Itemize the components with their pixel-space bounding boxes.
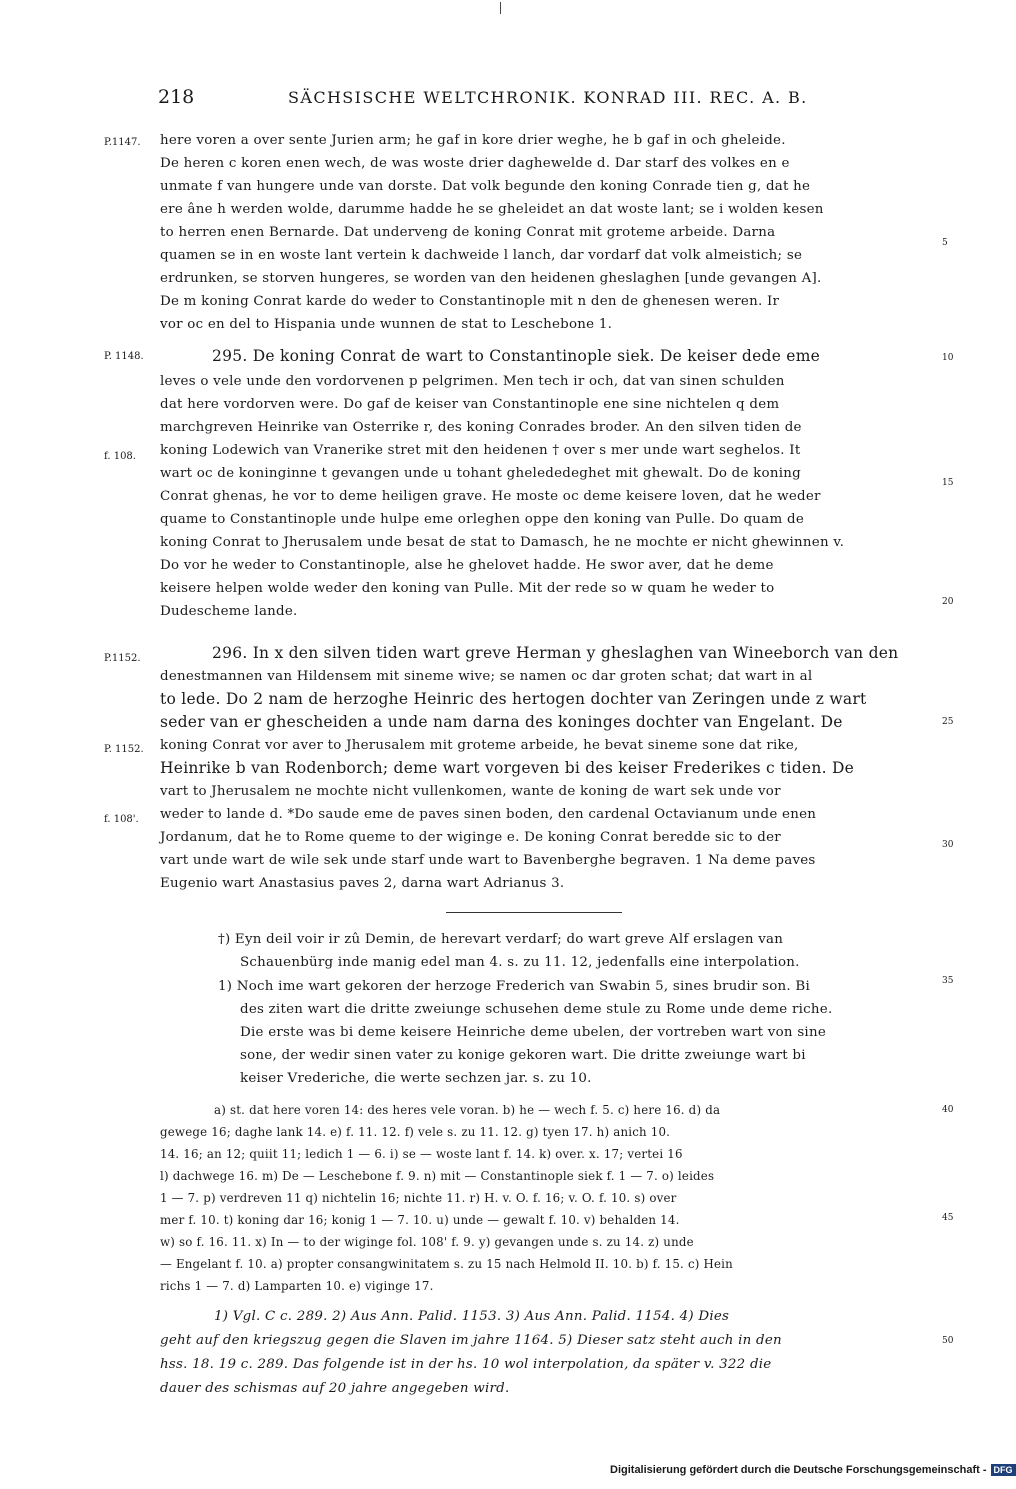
variant-line: l) dachwege 16. m) De — Leschebone f. 9. n) mit — Constantinople siek f. 1 — 7. o) leides [160,1169,715,1183]
text-line: Heinrike b van Rodenborch; deme wart vorgeven bi des keiser Frederikes c tiden. De [160,759,855,777]
text-line: vart unde wart de wile sek unde starf unde wart to Bavenberghe begraven. 1 Na deme paves [160,853,816,868]
page-header [158,86,938,114]
text-line: De heren c koren enen wech, de was woste drier daghewelde d. Dar starf des volkes en e [160,156,790,171]
note-line: des ziten wart die dritte zweiunge schusehen deme stule zu Rome unde deme riche. [240,1002,833,1017]
line-number: 45 [942,1213,954,1223]
text-line: marchgreven Heinrike van Osterrike r, des koning Conrades broder. An den silven tiden de [160,420,802,435]
line-number: 35 [942,976,954,986]
footnote-line: hss. 18. 19 c. 289. Das folgende ist in der hs. 10 wol interpolation, da später v. 322 die [160,1357,772,1372]
top-edge-mark [500,2,501,14]
margin-ref: f. 108. [104,451,136,462]
text-line: erdrunken, se storven hungeres, se worden van den heidenen gheslaghen [unde gevangen A]. [160,271,822,286]
variant-line: a) st. dat here voren 14: des heres vele voran. b) he — wech f. 5. c) here 16. d) da [214,1103,721,1117]
text-line: Jordanum, dat he to Rome queme to der wiginge e. De koning Conrat beredde sic to der [160,830,781,845]
text-line: quamen se in en woste lant vertein k dachweide l lanch, dar vordarf dat volk almeistich; se [160,248,803,263]
text-line: seder van er ghescheiden a unde nam darna des koninges dochter van Engelant. De [160,713,843,731]
text-line: to lede. Do 2 nam de herzoghe Heinric des hertogen dochter van Zeringen unde z wart [160,690,867,708]
text-line: Conrat ghenas, he vor to deme heiligen grave. He moste oc deme keisere loven, dat he weder [160,489,821,504]
text-line: koning Lodewich van Vranerike stret mit den heidenen † over s mer unde wart seghelos. It [160,443,801,458]
line-number: 30 [942,840,954,850]
line-number: 5 [942,238,948,248]
text-line: dat here vordorven were. Do gaf de keiser van Constantinople ene sine nichtelen q dem [160,397,780,412]
note-line: sone, der wedir sinen vater zu konige gekoren wart. Die dritte zweiunge wart bi [240,1048,806,1063]
variant-line: — Engelant f. 10. a) propter consangwinitatem s. zu 15 nach Helmold II. 10. b) f. 15. c) Hein [160,1257,733,1271]
text-line: Do vor he weder to Constantinople, alse he ghelovet hadde. He swor aver, dat he deme [160,558,774,573]
margin-ref: f. 108'. [104,814,139,825]
page-number: 218 [158,86,195,108]
section-heading-295: 295. De koning Conrat de wart to Constantinople siek. De keiser dede eme [212,347,821,365]
note-line: Die erste was bi deme keisere Heinriche deme ubelen, der vortreben wart von sine [240,1025,827,1040]
text-line: vor oc en del to Hispania unde wunnen de stat to Leschebone 1. [160,317,613,332]
note-line: keiser Vrederiche, die werte sechzen jar. s. zu 10. [240,1071,592,1086]
note-line: †) Eyn deil voir ir zû Demin, de herevart verdarf; do wart greve Alf erslagen van [218,932,784,947]
footnote-line: dauer des schismas auf 20 jahre angegeben wird. [160,1381,510,1396]
text-line: quame to Constantinople unde hulpe eme orleghen oppe den koning van Pulle. Do quam de [160,512,804,527]
text-line: Eugenio wart Anastasius paves 2, darna wart Adrianus 3. [160,876,565,891]
credit-text: Digitalisierung gefördert durch die Deutsche Forschungsgemeinschaft - [610,1464,987,1476]
text-line: De m koning Conrat karde do weder to Constantinople mit n den de ghenesen weren. Ir [160,294,780,309]
margin-ref: P. 1148. [104,351,144,362]
margin-ref: P. 1152. [104,744,144,755]
note-line: 1) Noch ime wart gekoren der herzoge Frederich van Swabin 5, sines brudir son. Bi [218,979,811,994]
line-number: 40 [942,1105,954,1115]
line-number: 20 [942,597,954,607]
line-number: 25 [942,717,954,727]
line-number: 10 [942,353,954,363]
text-line: koning Conrat to Jherusalem unde besat de stat to Damasch, he ne mochte er nicht ghewinnen v. [160,535,845,550]
variant-line: richs 1 — 7. d) Lamparten 10. e) viginge 17. [160,1279,434,1293]
line-number: 50 [942,1336,954,1346]
text-line: to herren enen Bernarde. Dat underveng de koning Conrat mit groteme arbeide. Darna [160,225,776,240]
variant-line: 1 — 7. p) verdreven 11 q) nichtelin 16; nichte 11. r) H. v. O. f. 16; v. O. f. 10. s) over [160,1191,677,1205]
section-heading-296: 296. In x den silven tiden wart greve Herman y gheslaghen van Wineeborch van den [212,644,899,662]
note-line: Schauenbürg inde manig edel man 4. s. zu 11. 12, jedenfalls eine interpolation. [240,955,800,970]
text-line: wart oc de koninginne t gevangen unde u tohant ghelededeghet mit ghewalt. Do de koning [160,466,801,481]
text-line: leves o vele unde den vordorvenen p pelgrimen. Men tech ir och, dat van sinen schulden [160,374,785,389]
text-line: vart to Jherusalem ne mochte nicht vullenkomen, wante de koning de wart sek unde vor [160,784,781,799]
text-line: keisere helpen wolde weder den koning van Pulle. Mit der rede so w quam he weder to [160,581,775,596]
text-line: unmate f van hungere unde van dorste. Dat volk begunde den koning Conrade tien g, dat he [160,179,811,194]
margin-ref: P.1147. [104,137,141,148]
text-line: ere âne h werden wolde, darumme hadde he se gheleidet an dat woste lant; se i wolden kesen [160,202,824,217]
footnote-line: geht auf den kriegszug gegen die Slaven im jahre 1164. 5) Dieser satz steht auch in den [160,1333,782,1348]
variant-line: mer f. 10. t) koning dar 16; konig 1 — 7. 10. u) unde — gewalt f. 10. v) behalden 14. [160,1213,680,1227]
margin-ref: P.1152. [104,653,141,664]
running-title: SÄCHSISCHE WELTCHRONIK. KONRAD III. REC. A. B. [288,88,808,107]
section-divider [446,912,622,913]
dfg-logo: DFG [991,1464,1016,1476]
text-line: Dudescheme lande. [160,604,298,619]
digitization-credit [610,1464,1013,1480]
text-line: here voren a over sente Jurien arm; he gaf in kore drier weghe, he b gaf in och gheleide. [160,133,786,148]
text-line: koning Conrat vor aver to Jherusalem mit groteme arbeide, he bevat sineme sone dat rike, [160,738,799,753]
text-line: weder to lande d. *Do saude eme de paves sinen boden, den cardenal Octavianum unde enen [160,807,817,822]
footnote-line: 1) Vgl. C c. 289. 2) Aus Ann. Palid. 1153. 3) Aus Ann. Palid. 1154. 4) Dies [214,1309,730,1324]
variant-line: gewege 16; daghe lank 14. e) f. 11. 12. f) vele s. zu 11. 12. g) tyen 17. h) anich 10. [160,1125,671,1139]
variant-line: w) so f. 16. 11. x) In — to der wiginge fol. 108' f. 9. y) gevangen unde s. zu 14. z) unde [160,1235,694,1249]
line-number: 15 [942,478,954,488]
variant-line: 14. 16; an 12; quiit 11; ledich 1 — 6. i) se — woste lant f. 14. k) over. x. 17; vertei 16 [160,1147,683,1161]
text-line: denestmannen van Hildensem mit sineme wive; se namen oc dar groten schat; dat wart in al [160,669,813,684]
